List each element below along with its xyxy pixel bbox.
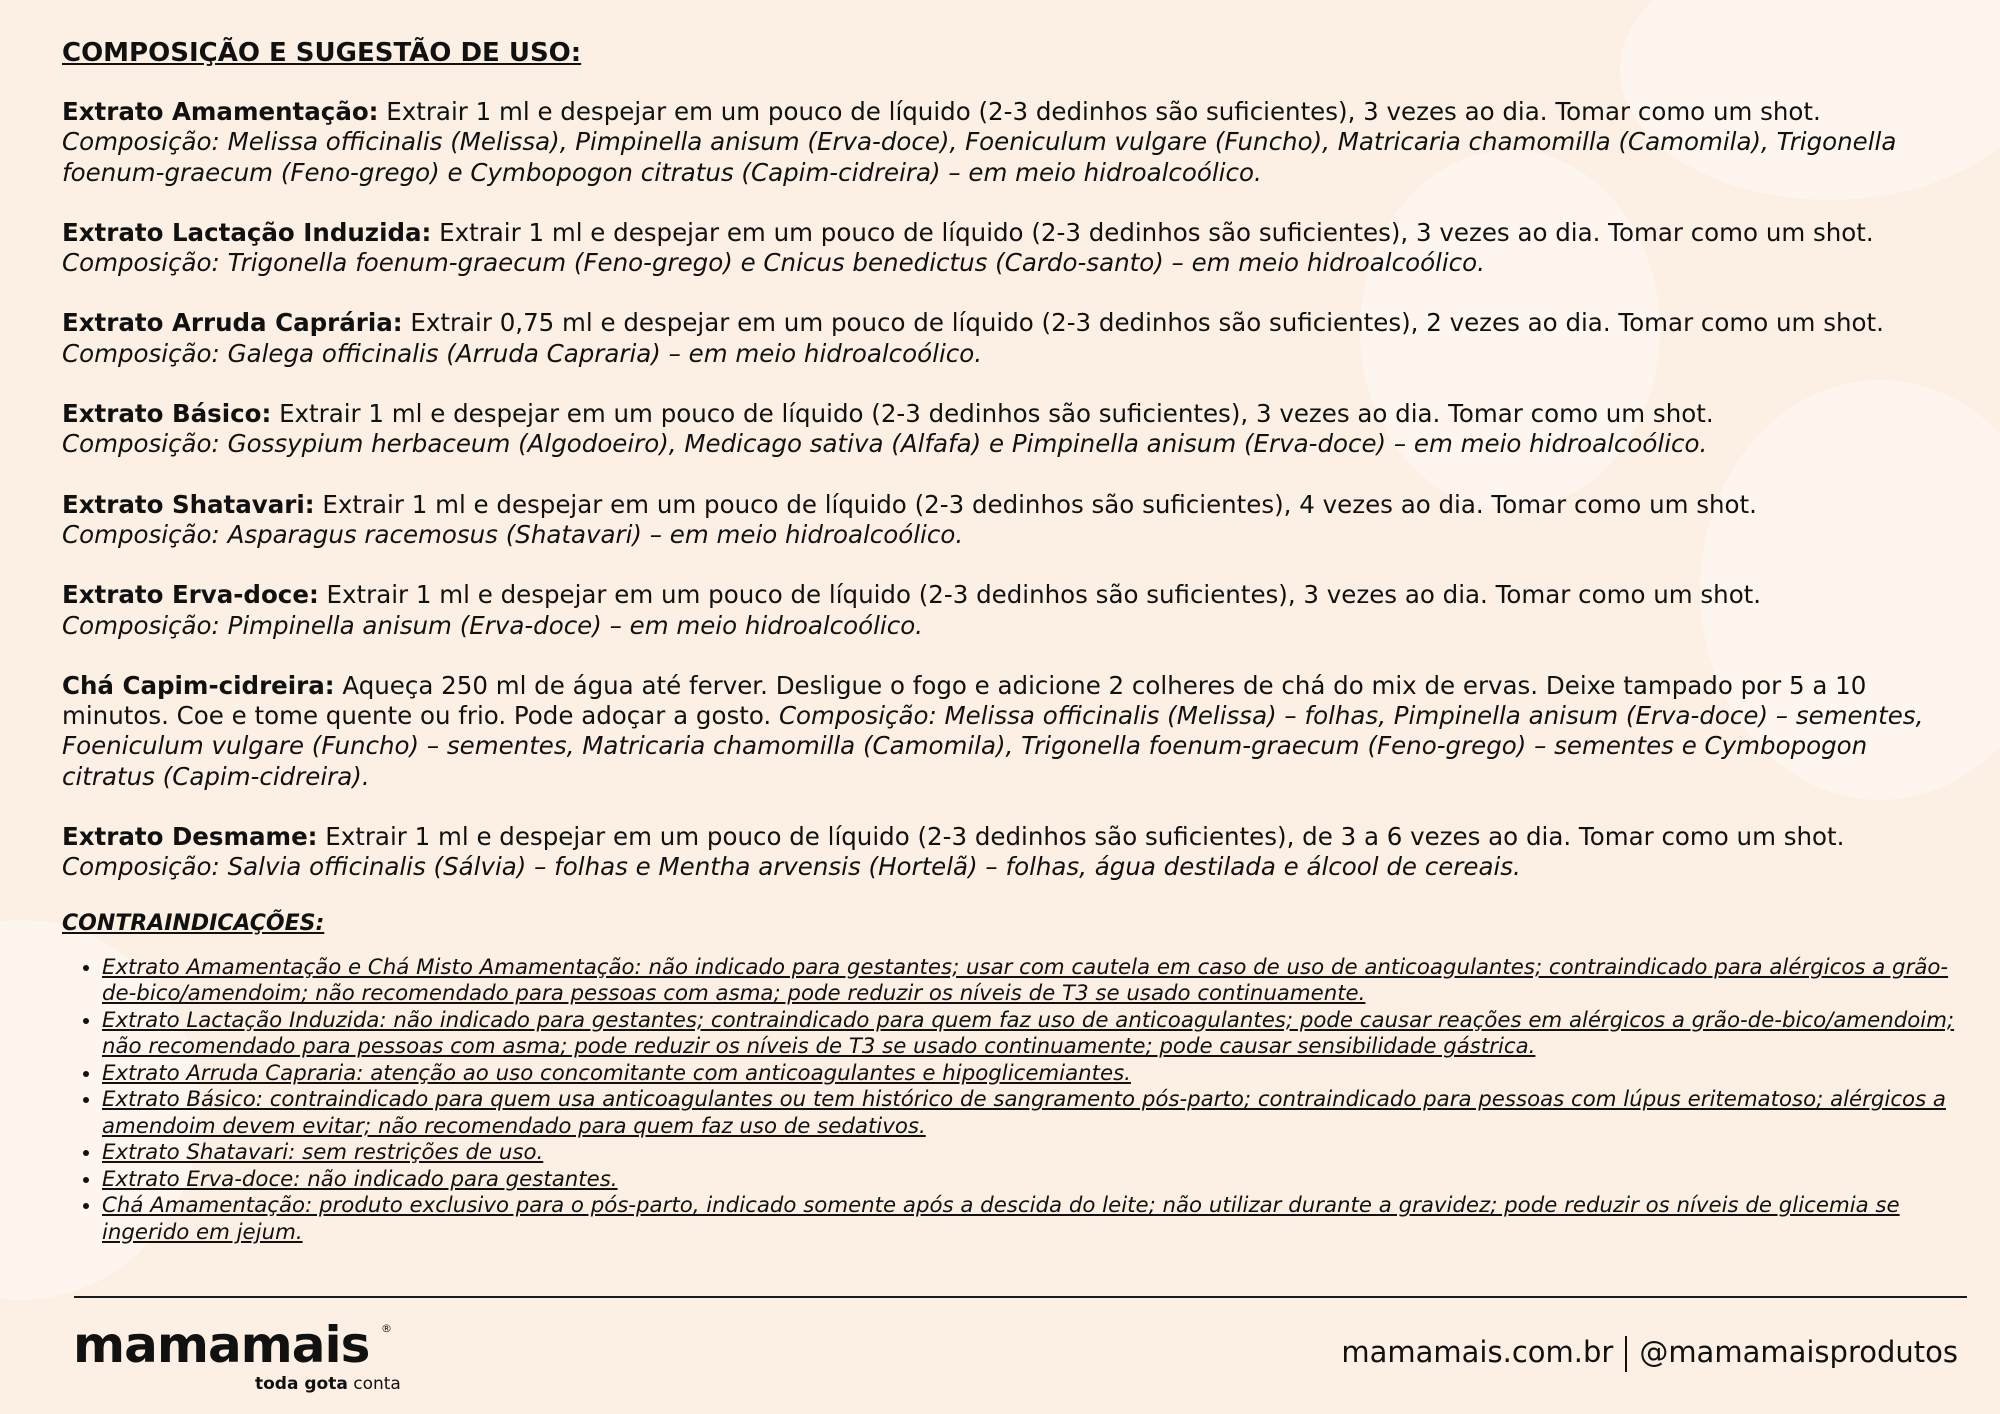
product-name: Chá Capim-cidreira:: [62, 670, 335, 700]
product-list: [62, 97, 1962, 883]
contraindication-item: • Extrato Shatavari: sem restrições de uso.: [102, 1140, 1962, 1167]
product-composition: Composição: Gossypium herbaceum (Algodoeiro), Medicago sativa (Alfafa) e Pimpinella anisum (Erva-doce) – em meio hidroalcoólico.: [62, 429, 1708, 459]
product-usage: Extrair 1 ml e despejar em um pouco de líquido (2-3 dedinhos são suficientes), 3 vezes ao dia. Tomar como um shot.: [271, 399, 1714, 429]
product-name: Extrato Shatavari:: [62, 489, 315, 519]
contraindications-title: CONTRAINDICAÇÕES:: [62, 910, 325, 936]
product-composition: Composição: Melissa officinalis (Melissa) – folhas, Pimpinella anisum (Erva-doce) – sementes, Foeniculum vulgare (Funcho) – sementes, Matricaria chamomilla (Camomila), Trigonella foenum-graecum (Feno-grego) – sementes e Cymbopogon citratus (Capim-cidreira).: [62, 701, 1924, 791]
product-composition: Composição: Melissa officinalis (Melissa), Pimpinella anisum (Erva-doce), Foeniculum vulgare (Funcho), Matricaria chamomilla (Camomila), Trigonella foenum-graecum (Feno-grego) e Cymbopogon citratus (Capim-cidreira) – em meio hidroalcoólico.: [62, 127, 1897, 187]
product-block: [62, 308, 1962, 369]
product-usage: Extrair 1 ml e despejar em um pouco de líquido (2-3 dedinhos são suficientes), de 3 a 6 vezes ao dia. Tomar como um shot.: [317, 822, 1845, 852]
contraindications-list: [62, 955, 1962, 1247]
product-name: Extrato Desmame:: [62, 822, 318, 852]
product-usage: Aqueça 250 ml de água até ferver. Desligue o fogo e adicione 2 colheres de chá do mix de ervas. Deixe tampado por 5 a 10 minutos. Coe e tome quente ou frio. Pode adoçar a gosto.: [62, 670, 1867, 731]
product-block: [62, 822, 1962, 883]
footer-divider: [74, 1296, 1967, 1298]
product-name: Extrato Amamentação:: [62, 97, 379, 126]
product-usage: Extrair 1 ml e despejar em um pouco de líquido (2-3 dedinhos são suficientes), 3 vezes ao dia. Tomar como um shot.: [431, 217, 1874, 247]
product-usage: Extrair 1 ml e despejar em um pouco de líquido (2-3 dedinhos são suficientes), 3 vezes ao dia. Tomar como um shot.: [378, 97, 1821, 126]
tagline-rest: conta: [347, 1374, 401, 1394]
contraindication-item: • Extrato Básico: contraindicado para quem usa anticoagulantes ou tem histórico de sangramento pós-parto; contraindicado para pessoas com lúpus eritematoso; alérgicos a amendoim devem evitar; não recomendado para quem faz uso de sedativos.: [102, 1087, 1962, 1140]
contraindication-item: • Extrato Amamentação e Chá Misto Amamentação: não indicado para gestantes; usar com cautela em caso de uso de anticoagulantes; contraindicado para alérgicos a grão-de-bico/amendoim; não recomendado para pessoas com asma; pode reduzir os níveis de T3 se usado continuamente.: [102, 955, 1962, 1008]
product-composition: Composição: Pimpinella anisum (Erva-doce) – em meio hidroalcoólico.: [62, 610, 923, 640]
page-title: COMPOSIÇÃO E SUGESTÃO DE USO:: [62, 38, 582, 68]
product-block: [62, 580, 1962, 641]
contraindication-item: • Extrato Lactação Induzida: não indicado para gestantes; contraindicado para quem faz uso de anticoagulantes; pode causar reações em alérgicos a grão-de-bico/amendoim; não recomendado para pessoas com asma; pode reduzir os níveis de T3 se usado continuamente; pode causar sensibilidade gástrica.: [102, 1008, 1962, 1061]
contraindication-item: • Extrato Arruda Capraria: atenção ao uso concomitante com anticoagulantes e hipoglicemiantes.: [102, 1061, 1962, 1088]
registered-mark: ®: [381, 1322, 392, 1335]
contraindication-item: • Extrato Erva-doce: não indicado para gestantes.: [102, 1167, 1962, 1194]
product-composition: Composição: Asparagus racemosus (Shatavari) – em meio hidroalcoólico.: [62, 519, 964, 549]
logo-wordmark: mamamais: [73, 1316, 370, 1374]
document-body: [62, 36, 1962, 1246]
product-usage: Extrair 1 ml e despejar em um pouco de líquido (2-3 dedinhos são suficientes), 3 vezes ao dia. Tomar como um shot.: [318, 580, 1762, 610]
product-block: [62, 671, 1962, 792]
product-name: Extrato Básico:: [62, 399, 272, 429]
product-block: [62, 218, 1962, 279]
product-block: [62, 399, 1962, 460]
brand-logo: [73, 1316, 403, 1394]
product-usage: Extrair 0,75 ml e despejar em um pouco de líquido (2-3 dedinhos são suficientes), 2 vezes ao dia. Tomar como um shot.: [402, 308, 1884, 338]
product-block: [62, 97, 1962, 188]
product-usage: Extrair 1 ml e despejar em um pouco de líquido (2-3 dedinhos são suficientes), 4 vezes ao dia. Tomar como um shot.: [314, 489, 1757, 519]
product-block: [62, 490, 1962, 551]
product-name: Extrato Erva-doce:: [62, 580, 319, 610]
product-name: Extrato Arruda Caprária:: [62, 308, 403, 338]
footer-contact: [1341, 1334, 1958, 1372]
social-handle[interactable]: @mamamaisprodutos: [1639, 1335, 1958, 1369]
product-composition: Composição: Trigonella foenum-graecum (Feno-grego) e Cnicus benedictus (Cardo-santo) – em meio hidroalcoólico.: [62, 248, 1485, 278]
product-composition: Composição: Salvia officinalis (Sálvia) – folhas e Mentha arvensis (Hortelã) – folhas, água destilada e álcool de cereais.: [62, 852, 1521, 882]
contraindication-item: • Chá Amamentação: produto exclusivo para o pós-parto, indicado somente após a descida do leite; não utilizar durante a gravidez; pode reduzir os níveis de glicemia se ingerido em jejum.: [102, 1193, 1962, 1246]
logo-tagline: [255, 1374, 401, 1394]
product-composition: Composição: Galega officinalis (Arruda Capraria) – em meio hidroalcoólico.: [62, 338, 982, 368]
footer-separator: [1625, 1336, 1627, 1372]
tagline-bold: toda gota: [255, 1374, 348, 1394]
website-link[interactable]: mamamais.com.br: [1341, 1335, 1614, 1369]
product-name: Extrato Lactação Induzida:: [62, 217, 432, 247]
